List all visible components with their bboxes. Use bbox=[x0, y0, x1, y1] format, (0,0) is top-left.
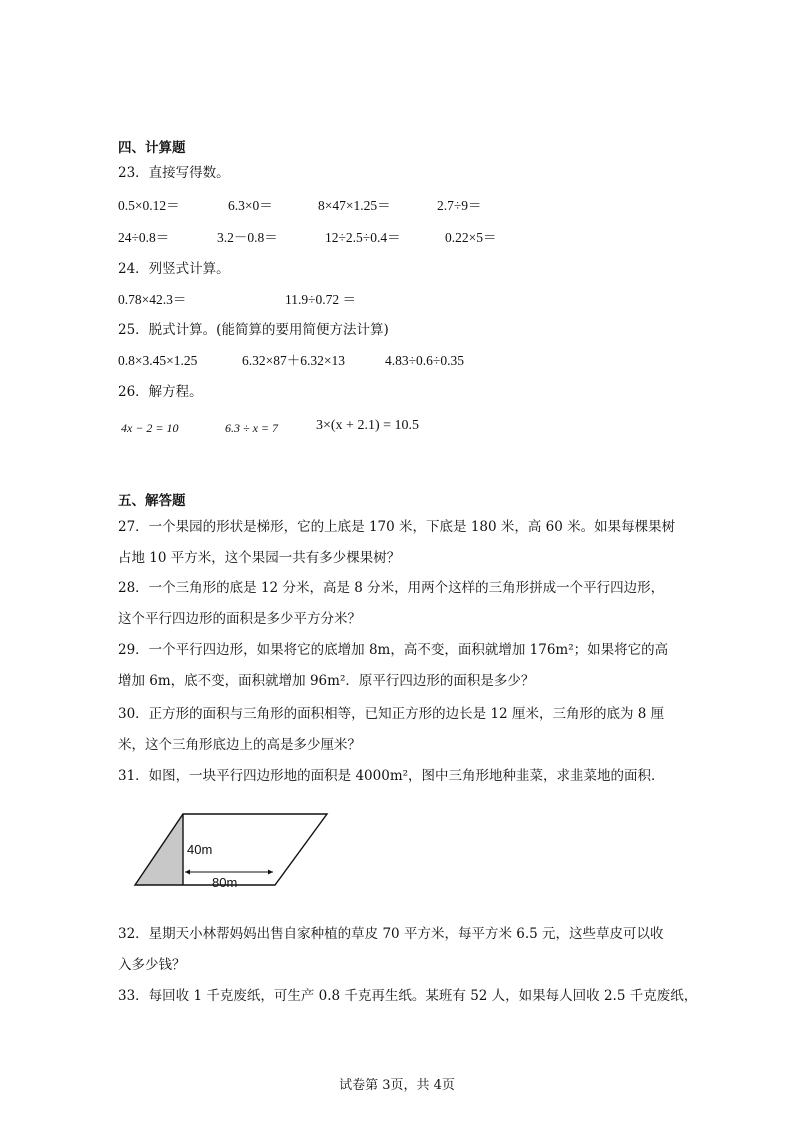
q24-text: 24．列竖式计算。 bbox=[118, 261, 230, 277]
q24-item: 0.78×42.3＝ bbox=[118, 292, 187, 307]
q27-line: 27．一个果园的形状是梯形，它的上底是 170 米，下底是 180 米，高 60 米。如果每棵果树 bbox=[118, 519, 676, 535]
q30-line: 米，这个三角形底边上的高是多少厘米？ bbox=[118, 737, 361, 753]
q23-item: 0.22×5＝ bbox=[445, 230, 497, 245]
section-4-heading: 四、计算题 bbox=[118, 140, 186, 156]
q29-line: 增加 6m，底不变，面积就增加 96m²．原平行四边形的面积是多少？ bbox=[118, 673, 535, 689]
q32-line: 入多少钱？ bbox=[118, 957, 186, 973]
q23-item: 12÷2.5÷0.4＝ bbox=[325, 230, 401, 245]
q23-text: 23．直接写得数。 bbox=[118, 165, 230, 181]
base-label: 80m bbox=[212, 875, 238, 887]
q24-item: 11.9÷0.72 ＝ bbox=[285, 292, 357, 307]
q27-line: 占地 10 平方米，这个果园一共有多少棵果树？ bbox=[118, 550, 401, 566]
q26-equation: 3×(x + 2.1) = 10.5 bbox=[316, 418, 420, 433]
section-5-heading: 五、解答题 bbox=[118, 493, 186, 509]
q25-text: 25．脱式计算。(能简算的要用简便方法计算) bbox=[118, 322, 389, 338]
q26-text: 26．解方程。 bbox=[118, 384, 203, 400]
q23-item: 3.2－0.8＝ bbox=[217, 230, 278, 245]
page-footer: 试卷第 3页，共 4页 bbox=[339, 1078, 455, 1093]
q25-item: 4.83÷0.6÷0.35 bbox=[385, 353, 464, 368]
q23-item: 24÷0.8＝ bbox=[118, 230, 170, 245]
parallelogram-figure bbox=[130, 812, 340, 887]
q23-item: 0.5×0.12＝ bbox=[118, 198, 180, 213]
arrow-right-icon bbox=[268, 870, 273, 875]
arrow-left-icon bbox=[185, 870, 190, 875]
q26-equation: 6.3 ÷ x = 7 bbox=[225, 421, 279, 435]
q33-line: 33．每回收 1 千克废纸，可生产 0.8 千克再生纸。某班有 52 人，如果每人回收 2.5 千克废纸， bbox=[118, 988, 698, 1004]
q23-item: 2.7÷9＝ bbox=[437, 198, 482, 213]
q25-item: 0.8×3.45×1.25 bbox=[118, 353, 198, 368]
q23-item: 8×47×1.25＝ bbox=[318, 198, 391, 213]
q30-line: 30．正方形的面积与三角形的面积相等，已知正方形的边长是 12 厘米，三角形的底为 8 厘 bbox=[118, 706, 665, 722]
q26-equation: 4x − 2 = 10 bbox=[121, 421, 179, 435]
q31-line: 31．如图，一块平行四边形地的面积是 4000m²，图中三角形地种韭菜，求韭菜地的面积． bbox=[118, 768, 665, 784]
q29-line: 29．一个平行四边形，如果将它的底增加 8m，高不变，面积就增加 176m²；如果将它的高 bbox=[118, 642, 669, 658]
q23-item: 6.3×0＝ bbox=[228, 198, 273, 213]
q25-item: 6.32×87＋6.32×13 bbox=[242, 353, 345, 368]
height-label: 40m bbox=[187, 842, 213, 857]
q32-line: 32．星期天小林帮妈妈出售自家种植的草皮 70 平方米，每平方米 6.5 元，这些草皮可以收 bbox=[118, 926, 664, 942]
q28-line: 这个平行四边形的面积是多少平方分米？ bbox=[118, 611, 361, 627]
q28-line: 28．一个三角形的底是 12 分米，高是 8 分米，用两个这样的三角形拼成一个平行四边形， bbox=[118, 580, 665, 596]
